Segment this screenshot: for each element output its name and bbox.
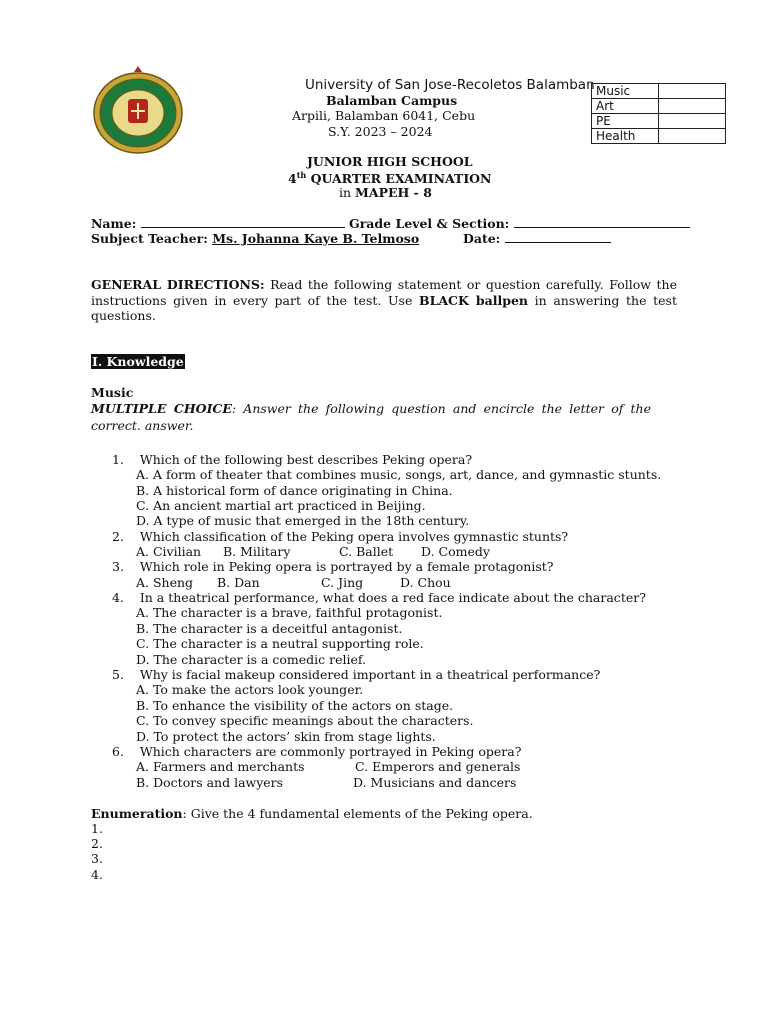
section-title: I. Knowledge: [92, 354, 184, 369]
name-row: [91, 216, 690, 231]
enumeration-instructions: Enumeration: Give the 4 fundamental elements of the Peking opera.: [91, 806, 533, 821]
option[interactable]: D. A type of music that emerged in the 18th century.: [136, 513, 470, 528]
option[interactable]: D. To protect the actors’ skin from stage lights.: [136, 729, 436, 744]
question-6: 6. Which characters are commonly portrayed in Peking opera?: [112, 744, 522, 759]
option[interactable]: B. Military: [223, 544, 291, 559]
option[interactable]: A. To make the actors look younger.: [136, 682, 364, 697]
date-row: [463, 231, 611, 246]
option[interactable]: A. Sheng: [136, 575, 194, 590]
teacher-row: [91, 231, 419, 246]
score-row-health: [592, 129, 726, 144]
name-blank[interactable]: [141, 216, 345, 228]
campus-address: Arpili, Balamban 6041, Cebu: [292, 108, 476, 123]
option[interactable]: C. Jing: [321, 575, 364, 590]
grade-section-label: Grade Level & Section:: [349, 216, 510, 231]
option[interactable]: B. A historical form of dance originating in China.: [136, 483, 453, 498]
option[interactable]: B. The character is a deceitful antagonist.: [136, 621, 403, 636]
option[interactable]: D. Musicians and dancers: [353, 775, 517, 790]
score-label: PE: [592, 114, 659, 129]
option[interactable]: A. The character is a brave, faithful protagonist.: [136, 605, 443, 620]
score-table: [591, 83, 726, 144]
enumeration-item[interactable]: 2.: [91, 836, 103, 851]
grade-section-blank[interactable]: [514, 216, 690, 228]
school-year: S.Y. 2023 – 2024: [328, 124, 433, 139]
enumeration-item[interactable]: 1.: [91, 821, 103, 836]
score-row-pe: [592, 114, 726, 129]
score-row-music: [592, 84, 726, 99]
option[interactable]: D. Chou: [400, 575, 451, 590]
question-4: 4. In a theatrical performance, what does a red face indicate about the character?: [112, 590, 646, 605]
teacher-label: Subject Teacher:: [91, 231, 208, 246]
music-heading: Music: [91, 385, 134, 400]
name-label: Name:: [91, 216, 137, 231]
score-label: Health: [592, 129, 659, 144]
option[interactable]: B. Dan: [217, 575, 260, 590]
enumeration-item[interactable]: 4.: [91, 867, 103, 882]
university-seal-logo: [90, 66, 186, 156]
score-label: Art: [592, 99, 659, 114]
option[interactable]: A. A form of theater that combines music, songs, art, dance, and gymnastic stunts.: [136, 467, 662, 482]
score-cell: [659, 114, 726, 129]
option[interactable]: D. Comedy: [421, 544, 490, 559]
option[interactable]: C. The character is a neutral supporting role.: [136, 636, 424, 651]
question-5: 5. Why is facial makeup considered important in a theatrical performance?: [112, 667, 601, 682]
option[interactable]: A. Civilian: [136, 544, 202, 559]
option[interactable]: B. Doctors and lawyers: [136, 775, 284, 790]
date-blank[interactable]: [505, 231, 611, 243]
teacher-name: Ms. Johanna Kaye B. Telmoso: [212, 231, 420, 246]
general-directions: GENERAL DIRECTIONS: Read the following statement or question carefully. Follow the instructions given in every part of the test. Use BLACK ballpen in answering the test questions.: [91, 277, 677, 323]
score-cell: [659, 129, 726, 144]
score-cell: [659, 84, 726, 99]
school-level: JUNIOR HIGH SCHOOL: [307, 154, 473, 169]
campus-name: Balamban Campus: [326, 93, 458, 108]
score-cell: [659, 99, 726, 114]
option[interactable]: B. To enhance the visibility of the actors on stage.: [136, 698, 454, 713]
enumeration-item[interactable]: 3.: [91, 851, 103, 866]
question-3: 3. Which role in Peking opera is portrayed by a female protagonist?: [112, 559, 554, 574]
university-name: University of San Jose-Recoletos Balamban: [305, 77, 595, 93]
option[interactable]: C. An ancient martial art practiced in Beijing.: [136, 498, 426, 513]
question-1: 1. Which of the following best describes Peking opera?: [112, 452, 473, 467]
option[interactable]: C. To convey specific meanings about the characters.: [136, 713, 474, 728]
score-row-art: [592, 99, 726, 114]
date-label: Date:: [463, 231, 501, 246]
score-label: Music: [592, 84, 659, 99]
exam-subject: in MAPEH - 8: [339, 185, 432, 200]
mc-instructions: MULTIPLE CHOICE: Answer the following question and encircle the letter of the correct. answer.: [91, 401, 651, 433]
option[interactable]: C. Ballet: [339, 544, 394, 559]
option[interactable]: D. The character is a comedic relief.: [136, 652, 367, 667]
exam-title: 4th QUARTER EXAMINATION: [288, 170, 492, 187]
option[interactable]: A. Farmers and merchants: [136, 759, 305, 774]
question-2: 2. Which classification of the Peking opera involves gymnastic stunts?: [112, 529, 569, 544]
option[interactable]: C. Emperors and generals: [355, 759, 521, 774]
